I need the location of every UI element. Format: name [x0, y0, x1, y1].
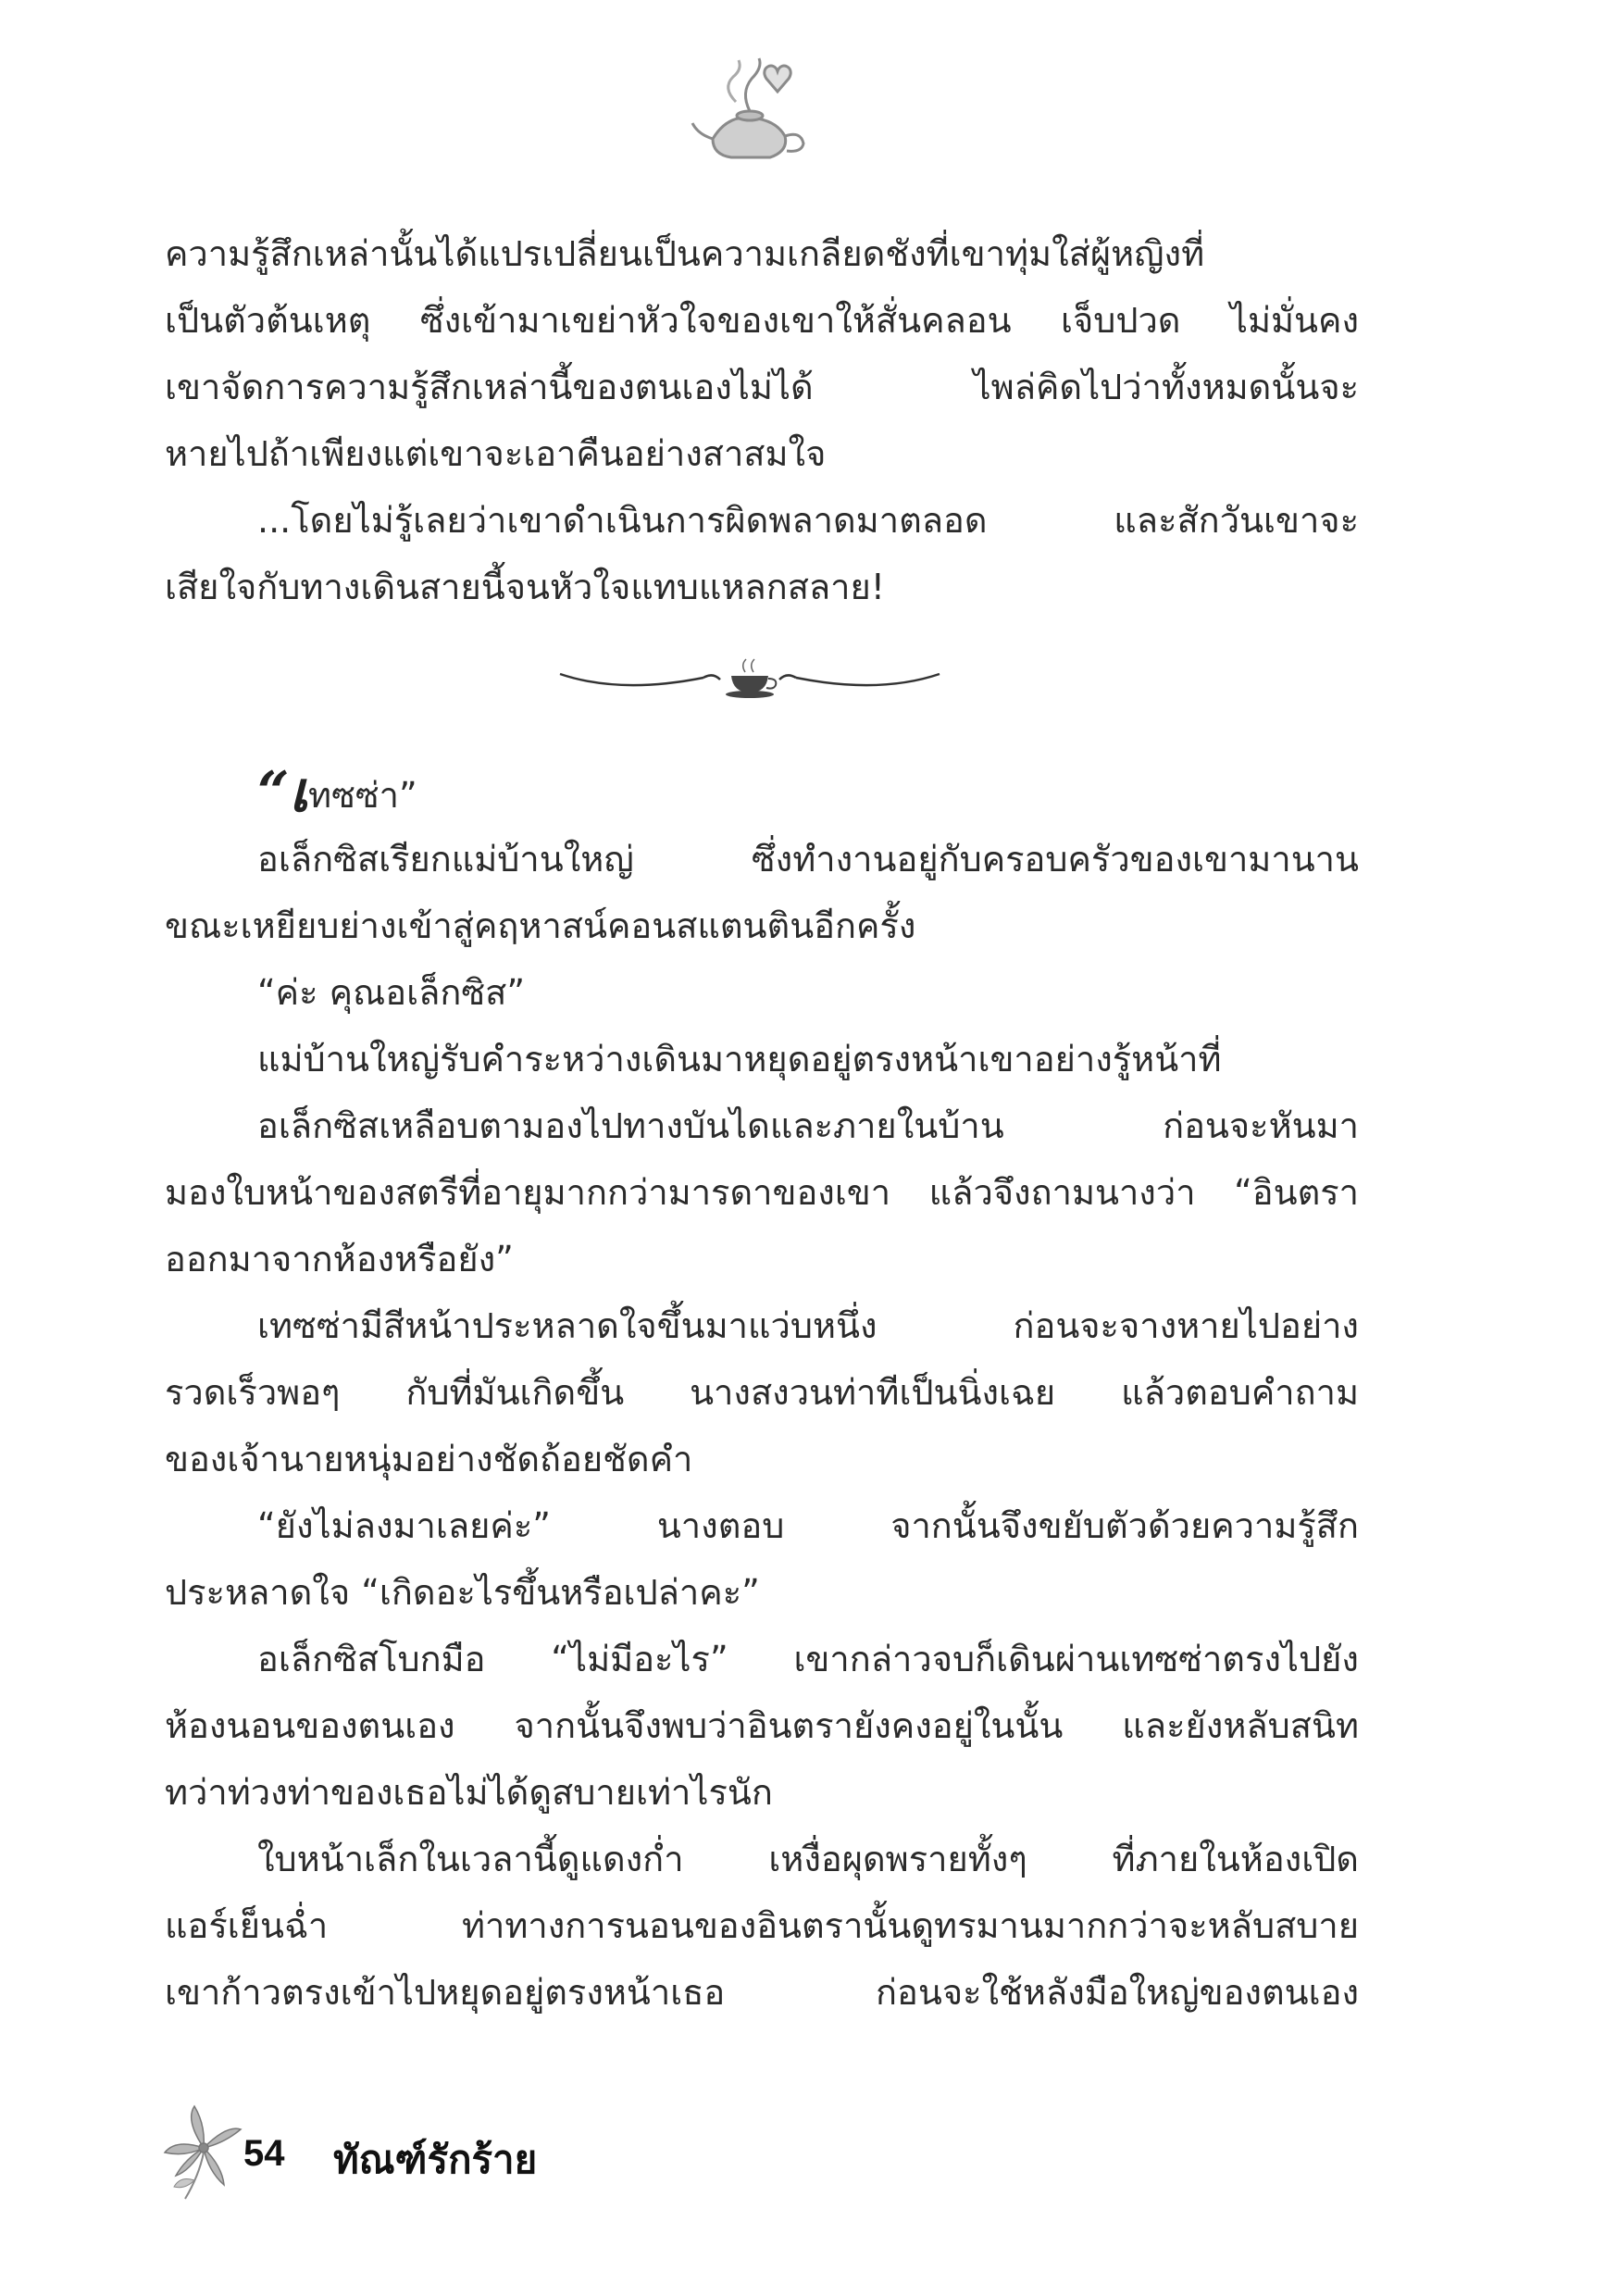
teacup-divider-icon	[555, 648, 944, 704]
text-line: เขาก้าวตรงเข้าไปหยุดอยู่ตรงหน้าเธอ ก่อนจะใช้หลังมือใหญ่ของตนเอง	[165, 1972, 1359, 2013]
text-line: แอร์เย็นฉ่ำ ท่าทางการนอนของอินตรานั้นดูทรมานมากกว่าจะหลับสบาย	[165, 1905, 1359, 1946]
text-line: เสียใจกับทางเดินสายนี้จนหัวใจแทบแหลกสลาย!	[165, 567, 886, 607]
text-line: ของเจ้านายหนุ่มอย่างชัดถ้อยชัดคำ	[165, 1439, 693, 1479]
paragraph-block-2	[165, 759, 1359, 2026]
text-line: มองใบหน้าของสตรีที่อายุมากกว่ามารดาของเขา แล้วจึงถามนางว่า “อินตรา	[165, 1172, 1359, 1213]
opening-quote-rest: ทซซ่า”	[308, 775, 417, 816]
text-line: อเล็กซิสโบกมือ “ไม่มีอะไร” เขากล่าวจบก็เดินผ่านเทซซ่าตรงไปยัง	[257, 1639, 1359, 1679]
text-line: แม่บ้านใหญ่รับคำระหว่างเดินมาหยุดอยู่ตรงหน้าเขาอย่างรู้หน้าที่	[257, 1039, 1222, 1079]
text-line: ...โดยไม่รู้เลยว่าเขาดำเนินการผิดพลาดมาตลอด และสักวันเขาจะ	[257, 500, 1359, 541]
book-title: ทัณฑ์รักร้าย	[333, 2137, 538, 2182]
text-line: เขาจัดการความรู้สึกเหล่านี้ของตนเองไม่ได้ ไพล่คิดไปว่าทั้งหมดนั้นจะ	[165, 367, 1359, 407]
text-line: เทซซ่ามีสีหน้าประหลาดใจขึ้นมาแว่บหนึ่ง ก่อนจะจางหายไปอย่าง	[257, 1305, 1359, 1346]
text-line: ใบหน้าเล็กในเวลานี้ดูแดงก่ำ เหงื่อผุดพรายทั้งๆ ที่ภายในห้องเปิด	[257, 1839, 1359, 1879]
text-line: รวดเร็วพอๆ กับที่มันเกิดขึ้น นางสงวนท่าทีเป็นนิ่งเฉย แล้วตอบคำถาม	[165, 1372, 1359, 1413]
text-line: อเล็กซิสเรียกแม่บ้านใหญ่ ซึ่งทำงานอยู่กับครอบครัวของเขามานาน	[257, 839, 1359, 880]
text-line: ขณะเหยียบย่างเข้าสู่คฤหาสน์คอนสแตนตินอีกครั้ง	[165, 905, 916, 946]
text-line: ออกมาจากห้องหรือยัง”	[165, 1239, 514, 1279]
opening-quote-line	[165, 759, 1359, 826]
text-line: “ยังไม่ลงมาเลยค่ะ” นางตอบ จากนั้นจึงขยับตัวด้วยความรู้สึก	[257, 1505, 1359, 1546]
text-line: อเล็กซิสเหลือบตามองไปทางบันไดและภายในบ้าน ก่อนจะหันมา	[257, 1105, 1359, 1146]
teapot-ornament-icon	[685, 51, 815, 171]
text-line: หายไปถ้าเพียงแต่เขาจะเอาคืนอย่างสาสมใจ	[165, 433, 827, 474]
dropcap: “เ	[257, 760, 309, 825]
paragraph-block-1	[165, 220, 1359, 620]
page-footer	[157, 2102, 805, 2213]
text-line: ประหลาดใจ “เกิดอะไรขึ้นหรือเปล่าคะ”	[165, 1572, 760, 1613]
text-line: “ค่ะ คุณอเล็กซิส”	[257, 972, 526, 1013]
text-line: ห้องนอนของตนเอง จากนั้นจึงพบว่าอินตรายังคงอยู่ในนั้น และยังหลับสนิท	[165, 1705, 1359, 1746]
text-line: ความรู้สึกเหล่านั้นได้แปรเปลี่ยนเป็นความเกลียดชังที่เขาทุ่มใส่ผู้หญิงที่	[165, 233, 1205, 274]
text-line: เป็นตัวต้นเหตุ ซึ่งเข้ามาเขย่าหัวใจของเขาให้สั่นคลอน เจ็บปวด ไม่มั่นคง	[165, 300, 1359, 341]
text-line: ทว่าท่วงท่าของเธอไม่ได้ดูสบายเท่าไรนัก	[165, 1772, 773, 1813]
lily-flower-icon	[157, 2102, 250, 2203]
page-number: 54	[243, 2133, 285, 2174]
